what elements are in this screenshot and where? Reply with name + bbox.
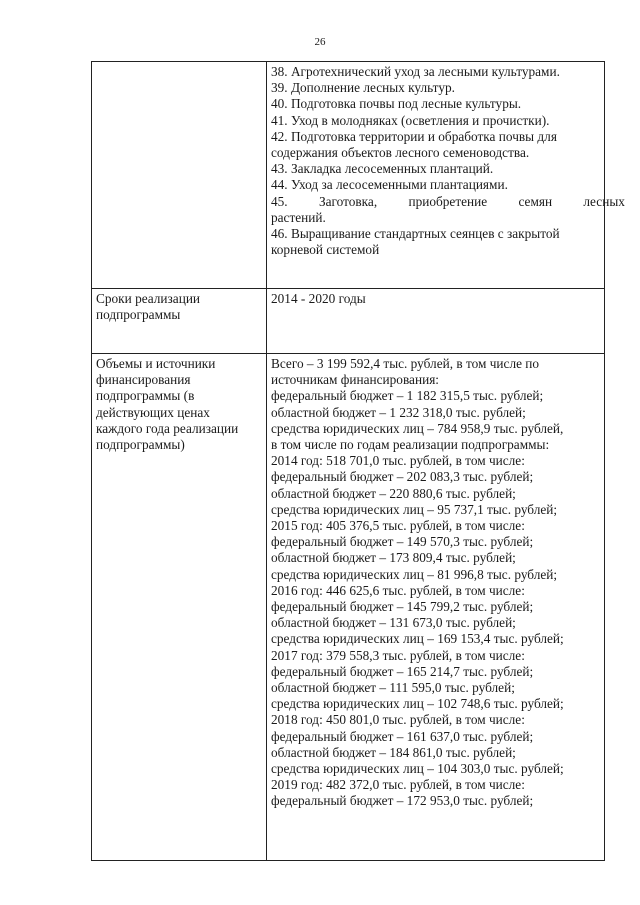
funding-label-line: каждого года реализации (96, 420, 239, 436)
works-line: растений. (271, 209, 326, 225)
funding-line: федеральный бюджет – 165 214,7 тыс. рублей; (271, 663, 534, 679)
funding-line: средства юридических лиц – 102 748,6 тыс. рублей; (271, 696, 564, 712)
funding-line: 2014 год: 518 701,0 тыс. рублей, в том числе: (271, 453, 525, 469)
funding-value-cell (267, 354, 605, 861)
funding-label-line: подпрограммы (в (96, 388, 195, 404)
works-line: 46. Выращивание стандартных сеянцев с закрытой (271, 226, 560, 242)
funding-label-line: действующих ценах (96, 404, 210, 420)
works-line: содержания объектов лесного семеноводства. (271, 145, 530, 161)
funding-line: областной бюджет – 111 595,0 тыс. рублей; (271, 680, 515, 696)
funding-line: федеральный бюджет – 161 637,0 тыс. рублей; (271, 728, 534, 744)
terms-label-cell (92, 289, 267, 354)
funding-line: областной бюджет – 1 232 318,0 тыс. рублей; (271, 404, 526, 420)
works-line: 45. Заготовка, приобретение семян лесных (271, 193, 625, 209)
funding-line: средства юридических лиц – 104 303,0 тыс. рублей; (271, 761, 564, 777)
works-line: 40. Подготовка почвы под лесные культуры. (271, 96, 522, 112)
terms-label-line: подпрограммы (96, 307, 181, 323)
funding-line: федеральный бюджет – 202 083,3 тыс. рублей; (271, 469, 534, 485)
works-value-cell (267, 62, 625, 289)
table-row-funding (92, 354, 605, 861)
works-line: 41. Уход в молодняках (осветления и прочистки). (271, 112, 550, 128)
subprogram-passport-table (91, 61, 625, 861)
works-line: 42. Подготовка территории и обработка почвы для (271, 128, 557, 144)
terms-value: 2014 - 2020 годы (271, 291, 366, 306)
funding-line: средства юридических лиц – 169 153,4 тыс. рублей; (271, 631, 564, 647)
works-line: 38. Агротехнический уход за лесными культурами. (271, 64, 560, 79)
funding-line: средства юридических лиц – 784 958,9 тыс. рублей, (271, 420, 564, 436)
funding-line: 2016 год: 446 625,6 тыс. рублей, в том числе: (271, 582, 525, 598)
works-line: 39. Дополнение лесных культур. (271, 80, 455, 96)
funding-line: федеральный бюджет – 1 182 315,5 тыс. рублей; (271, 388, 544, 404)
works-line: 43. Закладка лесосеменных плантаций. (271, 161, 494, 177)
funding-line: в том числе по годам реализации подпрограммы: (271, 437, 550, 453)
funding-line: федеральный бюджет – 145 799,2 тыс. рублей; (271, 599, 534, 615)
table-row-terms (92, 289, 605, 354)
funding-line: 2015 год: 405 376,5 тыс. рублей, в том числе: (271, 518, 525, 534)
works-label-cell (92, 62, 267, 289)
funding-line: областной бюджет – 173 809,4 тыс. рублей; (271, 550, 516, 566)
funding-line: средства юридических лиц – 81 996,8 тыс. рублей; (271, 566, 558, 582)
funding-line: областной бюджет – 131 673,0 тыс. рублей; (271, 615, 516, 631)
funding-line: источникам финансирования: (271, 372, 440, 388)
funding-line: средства юридических лиц – 95 737,1 тыс. рублей; (271, 501, 558, 517)
funding-label-cell (92, 354, 267, 861)
table-row-works (92, 62, 605, 289)
page-number: 26 (314, 36, 326, 48)
funding-label-line: финансирования (96, 372, 191, 388)
works-line: корневой системой (271, 242, 380, 258)
terms-value-cell (267, 289, 605, 354)
works-line: 44. Уход за лесосеменными плантациями. (271, 177, 508, 193)
funding-line: областной бюджет – 184 861,0 тыс. рублей; (271, 744, 516, 760)
funding-label-line: подпрограммы) (96, 437, 185, 453)
funding-line: 2019 год: 482 372,0 тыс. рублей, в том числе: (271, 777, 525, 793)
terms-label-line: Сроки реализации (96, 291, 201, 306)
funding-line: 2017 год: 379 558,3 тыс. рублей, в том числе: (271, 647, 525, 663)
funding-line: федеральный бюджет – 172 953,0 тыс. рублей; (271, 793, 534, 809)
funding-line: областной бюджет – 220 880,6 тыс. рублей; (271, 485, 516, 501)
funding-line: 2018 год: 450 801,0 тыс. рублей, в том числе: (271, 712, 525, 728)
funding-label-line: Объемы и источники (96, 356, 216, 371)
funding-line: Всего – 3 199 592,4 тыс. рублей, в том числе по (271, 356, 540, 371)
funding-line: федеральный бюджет – 149 570,3 тыс. рублей; (271, 534, 534, 550)
